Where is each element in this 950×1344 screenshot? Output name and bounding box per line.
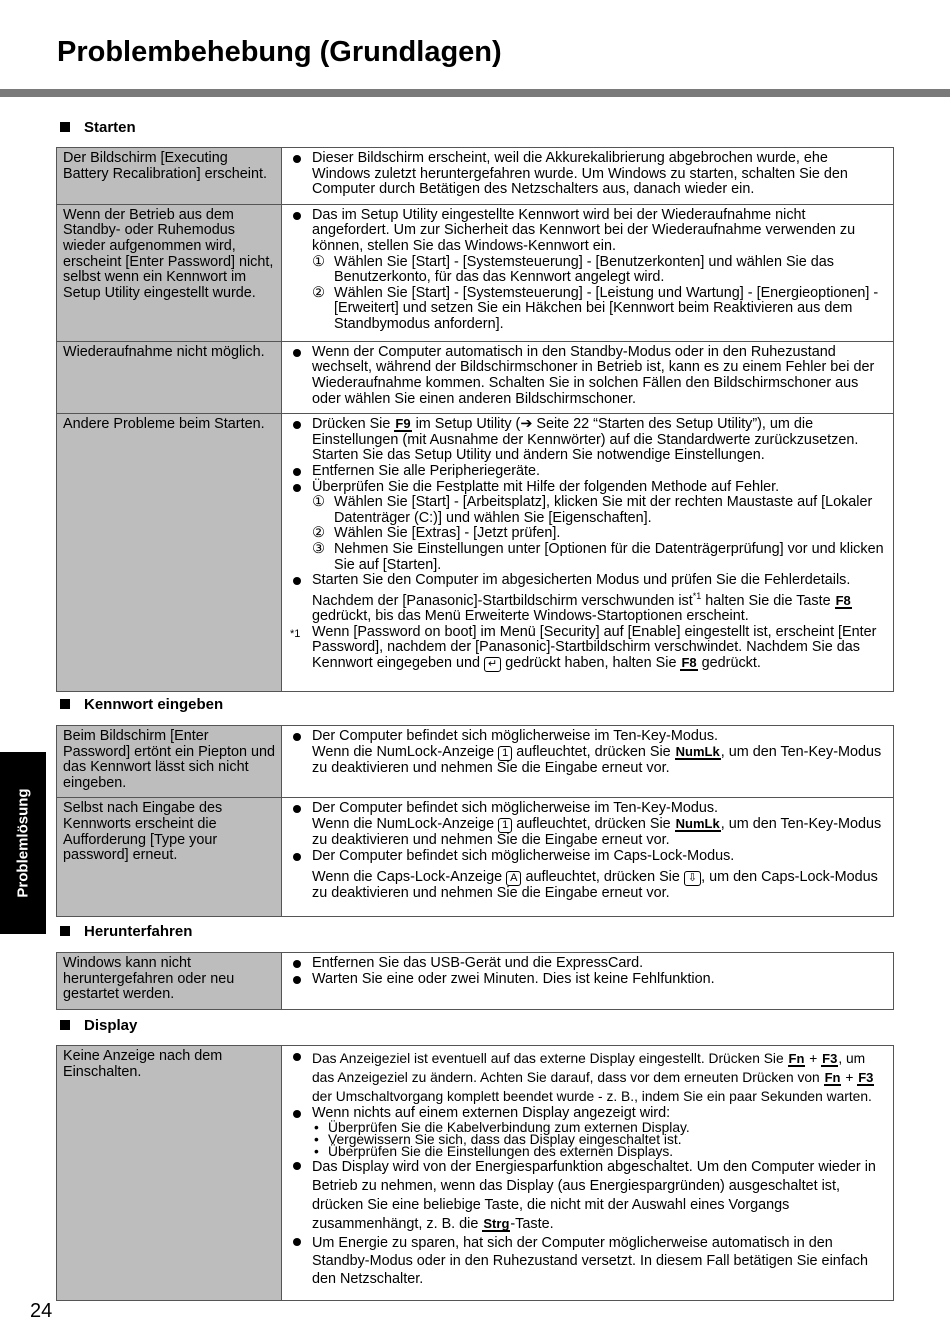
solution-cell [282, 414, 894, 692]
side-tab: Problemlösung [0, 752, 46, 934]
section-heading-herunterfahren: Herunterfahren [60, 923, 192, 940]
paragraph: Nachdem der [Panasonic]-Startbildschirm verschwunden ist$^{*1}$ halten Sie die Taste F8 gedrückt, bis das Menü Erweiterte Windows-Startoptionen erscheint. [312, 590, 851, 625]
solution-cell [282, 953, 894, 1010]
table-row [57, 341, 894, 413]
title-rule [0, 89, 950, 97]
problem-cell: Wenn der Betrieb aus dem Standby- oder Ruhemodus wieder aufgenommen wird, erscheint [Enter Password] nicht, selbst wenn ein Kennwort im Setup Utility eingestellt wurde. [57, 204, 282, 341]
problem-cell: Beim Bildschirm [Enter Password] ertönt ein Piepton und das Kennwort lässt sich nicht eingeben. [57, 726, 282, 798]
capslock-indicator-icon: A [506, 871, 521, 886]
page-number: 24 [30, 1300, 53, 1322]
numlock-indicator-icon: 1 [498, 746, 512, 761]
sub-bullet-item: • Vergewissern Sie sich, dass das Display eingeschaltet ist. [314, 1131, 682, 1147]
problem-cell: Selbst nach Eingabe des Kennworts erscheint die Aufforderung [Type your password] erneut. [57, 798, 282, 917]
square-bullet-icon [60, 1020, 70, 1030]
bullet-item: Wenn nichts auf einem externen Display angezeigt wird: [288, 1106, 887, 1122]
table-row [57, 798, 894, 917]
paragraph: Wenn die Caps-Lock-Anzeige A aufleuchtet, drücken Sie ⇩ , um den Caps-Lock-Modus zu deaktivieren und nehmen Sie die Eingabe erneut vor. [312, 869, 878, 902]
problem-cell: Wiederaufnahme nicht möglich. [57, 341, 282, 413]
capslock-key-icon: ⇩ [684, 871, 701, 886]
numlock-indicator-icon: 1 [498, 818, 512, 833]
f3-key-icon: F3 [858, 1070, 874, 1085]
f3-key-icon: F3 [822, 1051, 838, 1066]
bullet-item: Starten Sie den Computer im abgesicherten Modus und prüfen Sie die Fehlerdetails. [288, 573, 887, 589]
sub-bullet-item: • Überprüfen Sie die Einstellungen des externen Displays. [314, 1143, 674, 1159]
square-bullet-icon [60, 926, 70, 936]
section-heading-kennwort: Kennwort eingeben [60, 696, 223, 713]
page-title: Problembehebung (Grundlagen) [57, 36, 502, 68]
numlk-key-icon: NumLk [675, 815, 720, 831]
paragraph: Wenn die NumLock-Anzeige 1 aufleuchtet, drücken Sie NumLk, um den Ten-Key-Modus zu deaktivieren und nehmen Sie die Eingabe erneut vor. [312, 815, 882, 848]
footnote: *1 Wenn [Password on boot] im Menü [Security] auf [Enable] eingestellt ist, erscheint [Enter Password], nachdem der [Panasonic]-Startbildschirm verschwindet. Nachdem Sie das Kennwort eingegeben und ↵ gedrückt haben, halten Sie F8 gedrückt. [290, 623, 877, 672]
fn-key-icon: Fn [824, 1070, 841, 1085]
paragraph: Wenn die NumLock-Anzeige 1 aufleuchtet, drücken Sie NumLk, um den Ten-Key-Modus zu deaktivieren und nehmen Sie die Eingabe erneut vor. [312, 743, 882, 776]
enter-key-icon: ↵ [484, 657, 501, 672]
step-item: ② Wählen Sie [Start] - [Systemsteuerung] - [Leistung und Wartung] - [Energieoptionen] - [Erweitert] und setzen Sie ein Häkchen bei [Kennwort beim Reaktivieren aus dem Standbymodus anfordern]. [312, 284, 879, 332]
bullet-item: Warten Sie eine oder zwei Minuten. Dies ist keine Fehlfunktion. [288, 972, 887, 988]
bullet-item: Das im Setup Utility eingestellte Kennwort wird bei der Wiederaufnahme nicht angefordert. Um zur Sicherheit das Kennwort bei der Wiederaufnahme verwenden zu können, stellen Sie das Windows-Kennwort ein. [288, 208, 887, 255]
solution-cell [282, 798, 894, 917]
bullet-item: Drücken Sie F9 im Setup Utility (➔ Seite 22 “Starten des Setup Utility”), um die Einstellungen (mit Ausnahme der Kennwörter) auf die Standardwerte zurückzusetzen. Starten Sie das Setup Utility und ändern Sie notwendige Einstellungen. [288, 417, 887, 464]
sub-bullet-item: • Überprüfen Sie die Kabelverbindung zum externen Display. [314, 1119, 690, 1135]
table-display [56, 1045, 894, 1301]
bullet-item: Der Computer befindet sich möglicherweise im Caps-Lock-Modus. [288, 849, 887, 865]
table-starten [56, 147, 894, 692]
step-item: ② Wählen Sie [Extras] - [Jetzt prüfen]. [312, 525, 561, 542]
problem-cell: Der Bildschirm [Executing Battery Recalibration] erscheint. [57, 148, 282, 205]
bullet-item: Der Computer befindet sich möglicherweise im Ten-Key-Modus. [288, 801, 887, 817]
solution-cell [282, 726, 894, 798]
table-herunterfahren [56, 952, 894, 1010]
solution-cell [282, 148, 894, 205]
square-bullet-icon [60, 122, 70, 132]
section-heading-starten: Starten [60, 119, 136, 136]
bullet-item: Das Display wird von der Energiesparfunktion abgeschaltet. Um den Computer wieder in Betrieb zu nehmen, wenn das Display (aus Energiespargründen) ausgeschaltet ist, drücken Sie eine beliebige Taste, die nicht mit der Auswahl eines Vorgangs zusammenhängt, z. B. die Strg-Taste. [288, 1158, 887, 1234]
bullet-item: Entfernen Sie alle Peripheriegeräte. [288, 464, 887, 480]
table-row [57, 953, 894, 1010]
square-bullet-icon [60, 699, 70, 709]
problem-cell: Andere Probleme beim Starten. [57, 414, 282, 692]
problem-cell: Keine Anzeige nach dem Einschalten. [57, 1046, 282, 1301]
table-row [57, 148, 894, 205]
bullet-item: Das Anzeigeziel ist eventuell auf das externe Display eingestellt. Drücken Sie Fn + F3, um das Anzeigeziel zu ändern. Achten Sie darauf, dass vor dem erneuten Drücken von Fn + F3 der Umschaltvorgang komplett beendet wurde - z. B., indem Sie ein paar Sekunden warten. [288, 1049, 887, 1106]
solution-cell [282, 341, 894, 413]
step-item: ① Wählen Sie [Start] - [Arbeitsplatz], klicken Sie mit der rechten Maustaste auf [Lokaler Datenträger (C:)] und wählen Sie [Eigenschaften]. [312, 494, 873, 526]
bullet-item: Wenn der Computer automatisch in den Standby-Modus oder in den Ruhezustand wechselt, während der Bildschirmschoner in Betrieb ist, kann es zu einem Fehler bei der Wiederaufnahme kommen. Schalten Sie in solchen Fällen den Bildschirmschoner aus oder wählen Sie einen anderen Bildschirmschoner. [288, 345, 887, 407]
table-row [57, 414, 894, 692]
bullet-item: Entfernen Sie das USB-Gerät und die ExpressCard. [288, 956, 887, 972]
bullet-item: Um Energie zu sparen, hat sich der Computer möglicherweise automatisch in den Standby-Modus oder in den Ruhezustand versetzt. In diesem Fall betätigen Sie einfach den Netzschalter. [288, 1234, 887, 1288]
section-heading-display: Display [60, 1017, 137, 1034]
solution-cell [282, 204, 894, 341]
table-kennwort [56, 725, 894, 917]
table-row [57, 726, 894, 798]
fn-key-icon: Fn [788, 1051, 805, 1066]
step-item: ① Wählen Sie [Start] - [Systemsteuerung] - [Benutzerkonten] und wählen Sie das Benutzerkonto, für das das Kennwort angelegt wird. [312, 253, 834, 286]
f9-key-icon: F9 [395, 416, 411, 432]
bullet-item: Überprüfen Sie die Festplatte mit Hilfe der folgenden Methode auf Fehler. [288, 480, 887, 496]
numlk-key-icon: NumLk [675, 743, 720, 759]
solution-cell [282, 1046, 894, 1301]
table-row [57, 1046, 894, 1301]
strg-key-icon: Strg [483, 1215, 510, 1231]
table-row [57, 204, 894, 341]
f8-key-icon: F8 [681, 655, 697, 671]
bullet-item: Dieser Bildschirm erscheint, weil die Akkurekalibrierung abgebrochen wurde, ehe Windows zuletzt heruntergefahren wurde. Um Windows zu starten, schalten Sie den Computer durch Betätigen des Netzschalters aus, danach wieder ein. [288, 151, 887, 198]
problem-cell: Windows kann nicht heruntergefahren oder neu gestartet werden. [57, 953, 282, 1010]
bullet-item: Der Computer befindet sich möglicherweise im Ten-Key-Modus. [288, 729, 887, 745]
step-item: ③ Nehmen Sie Einstellungen unter [Optionen für die Datenträgerprüfung] vor und klicken Sie auf [Starten]. [312, 540, 884, 573]
f8-key-icon: F8 [835, 592, 851, 608]
